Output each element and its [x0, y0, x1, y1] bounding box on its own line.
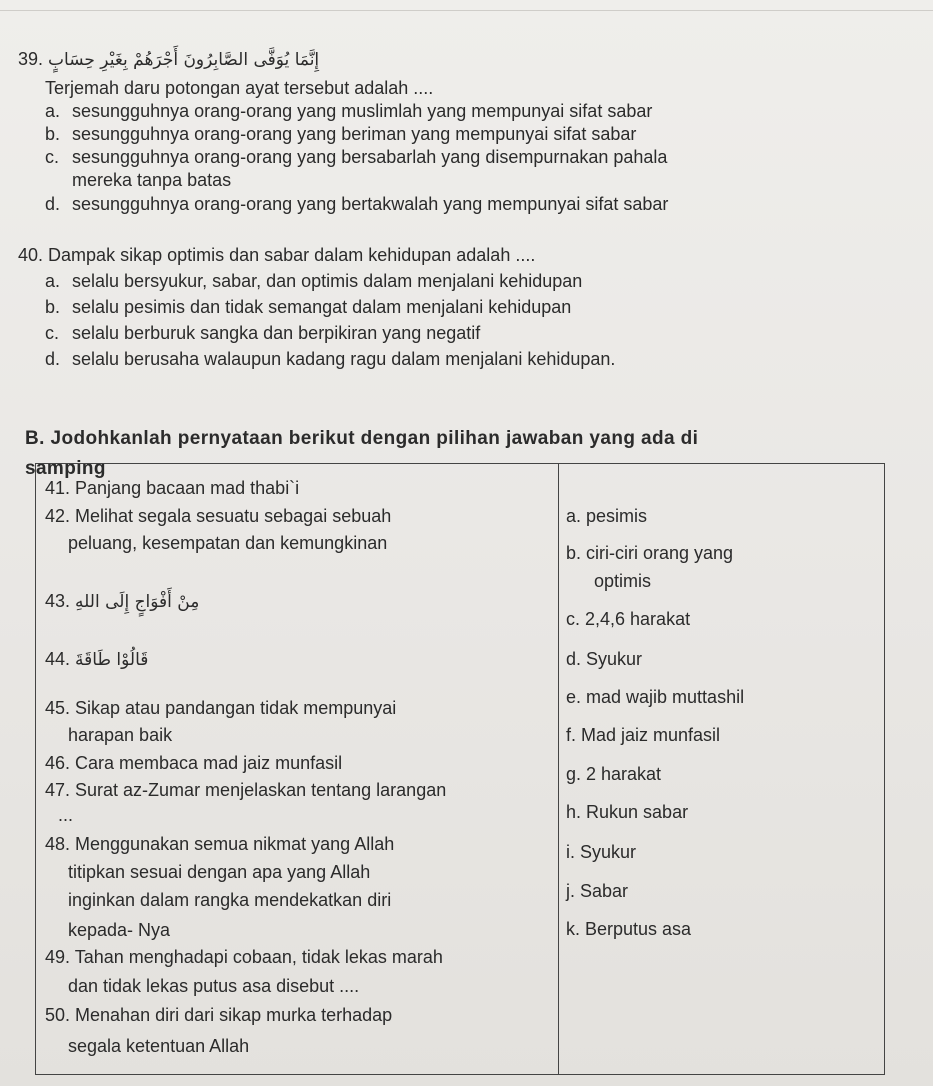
item-46: 46. Cara membaca mad jaiz munfasil [45, 753, 343, 773]
option-letter: d. [45, 349, 61, 369]
question-39-option-b [45, 123, 636, 145]
question-40-option-a [45, 270, 582, 292]
answer-e: e. mad wajib muttashil [566, 687, 745, 707]
item-42: 42. Melihat segala sesuatu sebagai sebuah [45, 506, 392, 526]
item-45-continued: harapan baik [68, 725, 173, 745]
item-43 [45, 590, 199, 613]
item-48-line-3: inginkan dalam rangka mendekatkan diri [68, 890, 392, 910]
answer-a: a. pesimis [566, 506, 648, 526]
page-top-edge [0, 0, 933, 11]
answer-g: g. 2 harakat [566, 764, 662, 784]
option-letter: a. [45, 271, 61, 291]
item-45: 45. Sikap atau pandangan tidak mempunyai [45, 698, 397, 718]
answer-b-continued: optimis [594, 571, 652, 591]
answer-d: d. Syukur [566, 649, 643, 669]
option-letter: d. [45, 194, 61, 214]
question-40-number: 40. [18, 245, 44, 265]
item-44 [45, 648, 148, 671]
question-39-option-c [45, 146, 667, 168]
option-letter: c. [45, 323, 60, 343]
question-40-header [18, 244, 535, 266]
option-text: sesungguhnya orang-orang yang beriman yang mempunyai sifat sabar [72, 124, 637, 144]
question-39-header [18, 48, 319, 71]
question-40-option-d [45, 348, 615, 370]
question-39-option-d [45, 193, 668, 215]
answer-h: h. Rukun sabar [566, 802, 689, 822]
question-39-option-c-continued [45, 169, 231, 191]
question-40-option-c [45, 322, 480, 344]
item-43-number: 43. [45, 591, 71, 611]
item-48-line-4: kepada- Nya [68, 920, 171, 940]
item-48: 48. Menggunakan semua nikmat yang Allah [45, 834, 395, 854]
item-47-continued: ... [58, 805, 74, 825]
option-letter: c. [45, 147, 60, 167]
option-letter: b. [45, 124, 61, 144]
option-text: mereka tanpa batas [72, 170, 232, 190]
item-42-continued: peluang, kesempatan dan kemungkinan [68, 533, 388, 553]
option-letter: a. [45, 101, 61, 121]
item-50: 50. Menahan diri dari sikap murka terhadap [45, 1005, 393, 1025]
option-text: selalu berburuk sangka dan berpikiran yang negatif [72, 323, 481, 343]
answer-f: f. Mad jaiz munfasil [566, 725, 721, 745]
answer-k: k. Berputus asa [566, 919, 692, 939]
item-44-arabic: قَالُوْا طَاقَةَ [75, 650, 149, 670]
option-letter: b. [45, 297, 61, 317]
section-b-line-2: samping [25, 458, 106, 479]
question-39-number: 39. [18, 49, 44, 69]
question-39-text: Terjemah daru potongan ayat tersebut adalah .... [45, 78, 434, 98]
answer-i: i. Syukur [566, 842, 637, 862]
matching-table-divider [558, 463, 559, 1075]
question-40-text: Dampak sikap optimis dan sabar dalam kehidupan adalah .... [48, 245, 536, 265]
option-text: sesungguhnya orang-orang yang muslimlah yang mempunyai sifat sabar [72, 101, 653, 121]
item-41: 41. Panjang bacaan mad thabi`i [45, 478, 300, 498]
item-49-continued: dan tidak lekas putus asa disebut .... [68, 976, 360, 996]
answer-j: j. Sabar [566, 881, 629, 901]
question-39-option-a [45, 100, 652, 122]
section-b-line-1: B. Jodohkanlah pernyataan berikut dengan pilihan jawaban yang ada di [25, 428, 699, 449]
question-39-arabic-verse: إِنَّمَا يُوَفَّى الصَّابِرُونَ أَجْرَهُمْ بِغَيْرِ حِسَابٍ [48, 50, 320, 70]
item-50-continued: segala ketentuan Allah [68, 1036, 250, 1056]
item-47: 47. Surat az-Zumar menjelaskan tentang larangan [45, 780, 447, 800]
answer-b: b. ciri-ciri orang yang [566, 543, 734, 563]
question-40-option-b [45, 296, 571, 318]
answer-c: c. 2,4,6 harakat [566, 609, 691, 629]
option-text: sesungguhnya orang-orang yang bersabarlah yang disempurnakan pahala [72, 147, 668, 167]
option-text: selalu berusaha walaupun kadang ragu dalam menjalani kehidupan. [72, 349, 616, 369]
item-43-arabic: مِنْ أَفْوَاجٍ إِلَى اللهِ [75, 592, 200, 612]
option-text: selalu bersyukur, sabar, dan optimis dalam menjalani kehidupan [72, 271, 583, 291]
option-text: selalu pesimis dan tidak semangat dalam menjalani kehidupan [72, 297, 572, 317]
item-49: 49. Tahan menghadapi cobaan, tidak lekas marah [45, 947, 443, 967]
item-48-line-2: titipkan sesuai dengan apa yang Allah [68, 862, 371, 882]
item-44-number: 44. [45, 649, 71, 669]
option-text: sesungguhnya orang-orang yang bertakwalah yang mempunyai sifat sabar [72, 194, 669, 214]
